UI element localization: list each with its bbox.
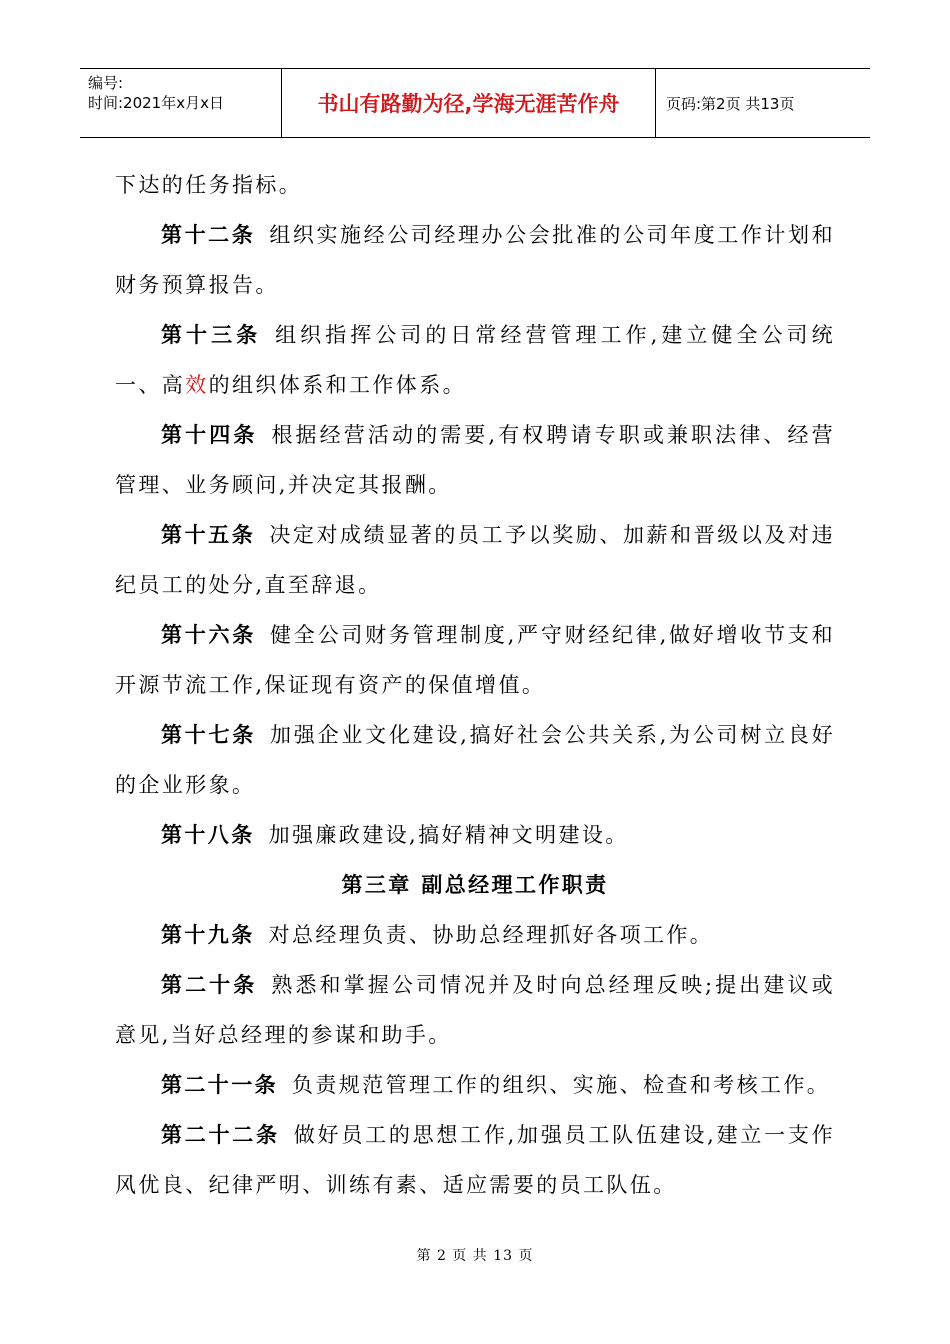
- article-number: 第二十二条: [161, 1122, 280, 1147]
- article-number: 第十四条: [161, 422, 258, 447]
- article-text: 熟悉和掌握公司情况并及时向总经理反映;提出建议或意见,当好总经理的参谋和助手。: [115, 973, 835, 1047]
- chapter-heading: 第三章 副总经理工作职责: [341, 872, 609, 897]
- header-motto: 书山有路勤为径,学海无涯苦作舟: [282, 69, 656, 137]
- document-body: [115, 160, 835, 1210]
- article-17: [115, 710, 835, 810]
- article-18: [115, 810, 835, 860]
- header-meta: [80, 69, 282, 137]
- article-number: 第十五条: [161, 522, 256, 547]
- time-label: 时间:2021年x月x日: [88, 94, 224, 112]
- article-text: 健全公司财务管理制度,严守财经纪律,做好增收节支和开源节流工作,保证现有资产的保值增值。: [115, 623, 835, 697]
- article-number: 第十八条: [161, 822, 255, 847]
- article-text: 对总经理负责、协助总经理抓好各项工作。: [268, 923, 714, 947]
- article-20: [115, 960, 835, 1060]
- article-12: [115, 210, 835, 310]
- article-number: 第二十一条: [161, 1072, 278, 1097]
- article-21: [115, 1060, 835, 1110]
- article-text: 负责规范管理工作的组织、实施、检查和考核工作。: [292, 1073, 831, 1097]
- article-number: 第十六条: [161, 622, 257, 647]
- article-22: [115, 1110, 835, 1210]
- article-text: 决定对成绩显著的员工予以奖励、加薪和晋级以及对违纪员工的处分,直至辞退。: [115, 523, 835, 597]
- article-text-continued: 的组织体系和工作体系。: [208, 373, 467, 397]
- article-text: 做好员工的思想工作,加强员工队伍建设,建立一支作风优良、纪律严明、训练有素、适应需要的员工队伍。: [115, 1123, 835, 1197]
- article-number: 第十二条: [161, 222, 256, 247]
- page-header: [80, 68, 870, 138]
- code-label: 编号:: [88, 74, 124, 92]
- header-page-info: 页码:第2页 共13页: [666, 94, 795, 113]
- article-text: 加强企业文化建设,搞好社会公共关系,为公司树立良好的企业形象。: [115, 723, 835, 797]
- article-number: 第十七条: [161, 722, 257, 747]
- article-16: [115, 610, 835, 710]
- highlighted-char: 效: [185, 373, 209, 397]
- paragraph-continuation: 下达的任务指标。: [115, 173, 303, 197]
- article-14: [115, 410, 835, 510]
- article-15: [115, 510, 835, 610]
- article-number: 第二十条: [161, 972, 258, 997]
- article-text: 加强廉政建设,搞好精神文明建设。: [268, 823, 629, 847]
- article-text: 根据经营活动的需要,有权聘请专职或兼职法律、经营管理、业务顾问,并决定其报酬。: [115, 423, 835, 497]
- article-19: [115, 910, 835, 960]
- article-number: 第十三条: [161, 322, 262, 347]
- article-13: [115, 310, 835, 410]
- page-footer: 第 2 页 共 13 页: [416, 1248, 534, 1264]
- article-text: 组织实施经公司经理办公会批准的公司年度工作计划和财务预算报告。: [115, 223, 835, 297]
- article-number: 第十九条: [161, 922, 255, 947]
- article-text: 组织指挥公司的日常经营管理工作,建立健全公司统一、高: [115, 323, 835, 397]
